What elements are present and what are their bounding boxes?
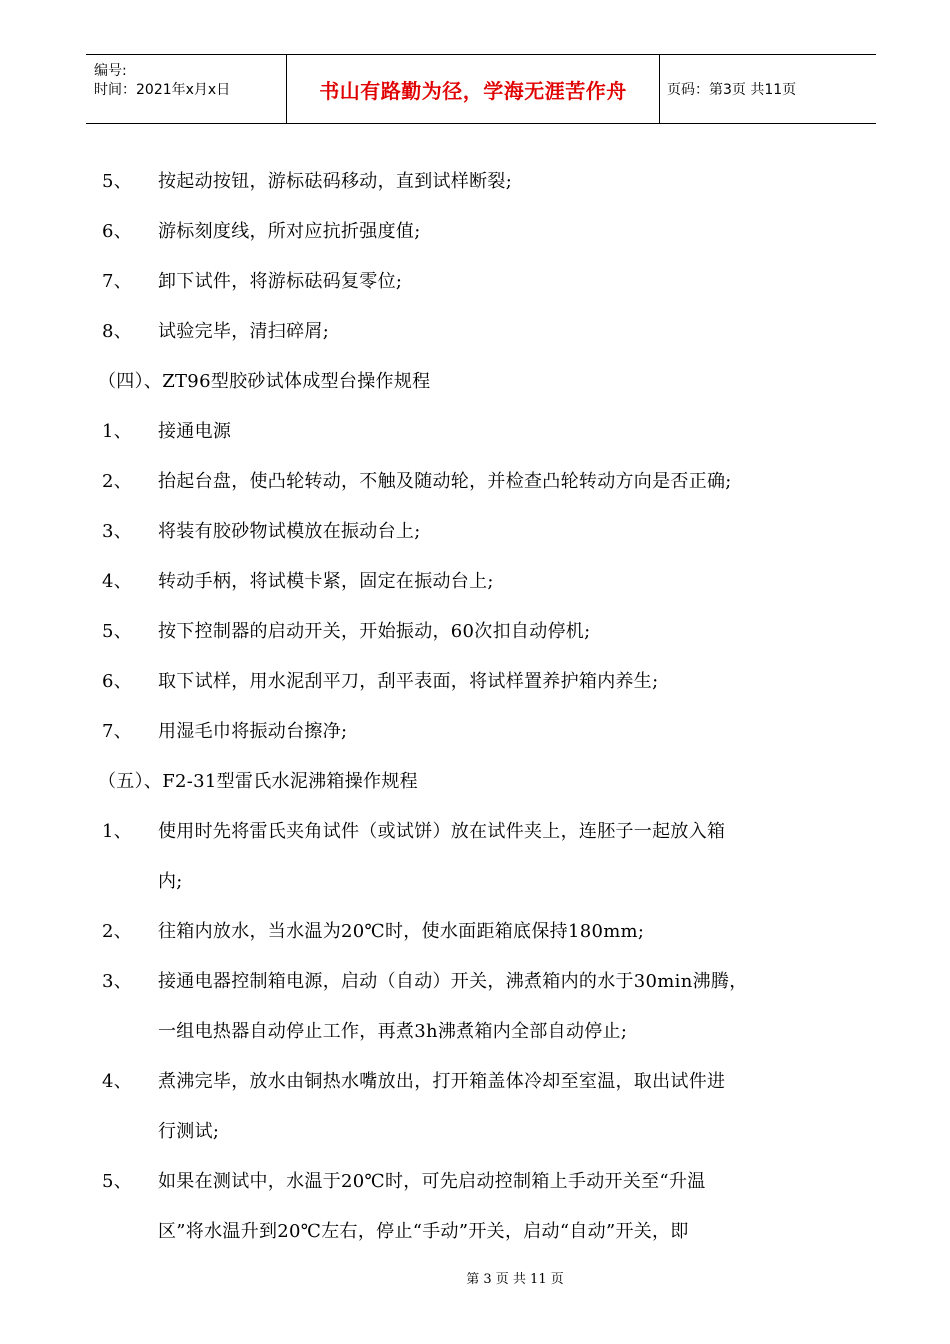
time-label: 时间：2021年x月x日: [94, 82, 231, 98]
section-title: （五）、F2-31型雷氏水泥沸箱操作规程: [98, 771, 418, 792]
page-label: 页码：第3页 共11页: [667, 82, 797, 98]
item-number: 3、: [102, 971, 133, 992]
item-text: 内;: [158, 871, 183, 892]
item-text: 游标刻度线，所对应抗折强度值;: [158, 221, 421, 242]
item-text: 按下控制器的启动开关，开始振动，60次扣自动停机;: [158, 621, 591, 642]
item-number: 5、: [102, 171, 133, 192]
item-text: 用湿毛巾将振动台擦净;: [158, 721, 348, 742]
item-text: 使用时先将雷氏夹角试件（或试饼）放在试件夹上，连胚子一起放入箱: [158, 821, 726, 842]
section-title: （四）、ZT96型胶砂试体成型台操作规程: [98, 371, 431, 392]
item-number: 4、: [102, 1071, 133, 1092]
item-text: 接通电器控制箱电源，启动（自动）开关，沸煮箱内的水于30min沸腾，: [158, 971, 748, 992]
item-number: 5、: [102, 1171, 133, 1192]
item-text: 取下试样，用水泥刮平刀，刮平表面，将试样置养护箱内养生;: [158, 671, 659, 692]
item-text: 行测试;: [158, 1121, 220, 1142]
header-meta: [86, 55, 286, 123]
item-text: 转动手柄，将试模卡紧，固定在振动台上;: [158, 571, 494, 592]
item-number: 7、: [102, 721, 133, 742]
item-number: 4、: [102, 571, 133, 592]
item-text: 煮沸完毕，放水由铜热水嘴放出，打开箱盖体冷却至室温，取出试件进: [158, 1071, 726, 1092]
item-text: 卸下试件，将游标砝码复零位;: [158, 271, 403, 292]
item-number: 1、: [102, 421, 133, 442]
item-text: 区”将水温升到20℃左右，停止“手动”开关，启动“自动”开关，即: [158, 1221, 689, 1242]
item-number: 8、: [102, 321, 133, 342]
item-number: 2、: [102, 471, 133, 492]
item-text: 接通电源: [158, 421, 232, 442]
page-header: [86, 54, 876, 124]
item-number: 1、: [102, 821, 133, 842]
item-number: 3、: [102, 521, 133, 542]
page-footer: [0, 1268, 950, 1287]
item-number: 2、: [102, 921, 133, 942]
item-text: 试验完毕，清扫碎屑;: [158, 321, 330, 342]
item-text: 抬起台盘，使凸轮转动，不触及随动轮，并检查凸轮转动方向是否正确;: [158, 471, 732, 492]
item-number: 6、: [102, 221, 133, 242]
number-label: 编号:: [94, 63, 127, 79]
footer-page-number: 第 3 页 共 11 页: [466, 1272, 564, 1287]
item-number: 7、: [102, 271, 133, 292]
item-text: 一组电热器自动停止工作，再煮3h沸煮箱内全部自动停止;: [158, 1021, 628, 1042]
item-text: 往箱内放水，当水温为20℃时，使水面距箱底保持180mm;: [158, 921, 645, 942]
item-text: 如果在测试中，水温于20℃时，可先启动控制箱上手动开关至“升温: [158, 1171, 706, 1192]
item-text: 按起动按钮，游标砝码移动，直到试样断裂;: [158, 171, 513, 192]
item-number: 5、: [102, 621, 133, 642]
header-motto: 书山有路勤为径，学海无涯苦作舟: [319, 78, 627, 103]
item-number: 6、: [102, 671, 133, 692]
item-text: 将装有胶砂物试模放在振动台上;: [158, 521, 421, 542]
header-motto-cell: [286, 55, 660, 123]
